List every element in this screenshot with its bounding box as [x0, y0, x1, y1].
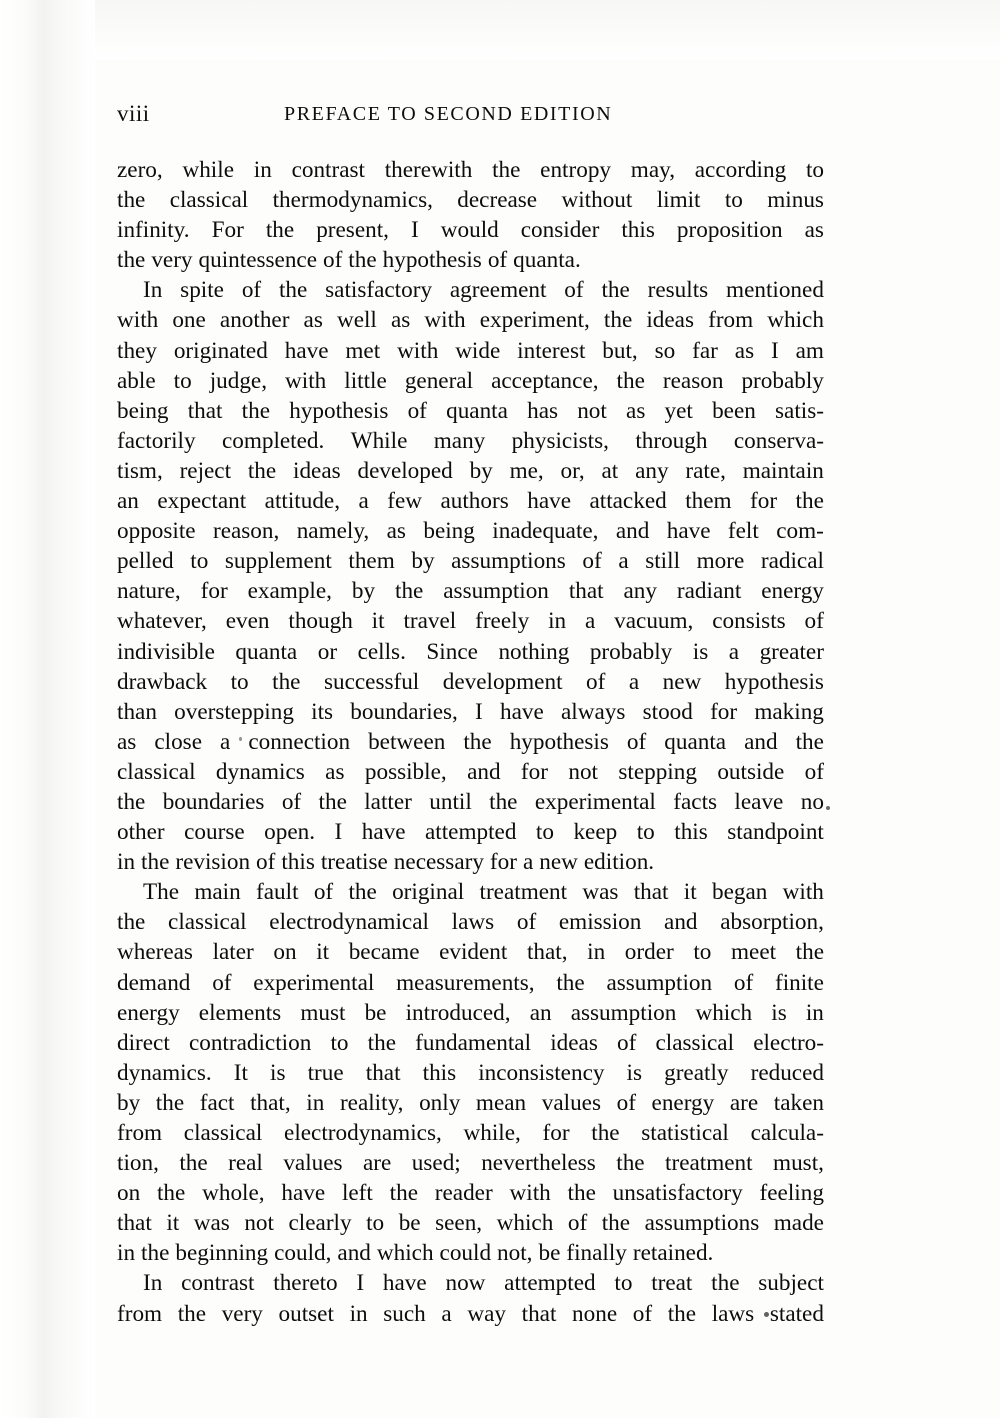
text-line: other course open. I have attempted to keep to this standpoint: [117, 819, 824, 846]
text-line: demand of experimental measurements, the assumption of finite: [117, 969, 824, 996]
text-line: the classical thermodynamics, decrease without limit to minus: [117, 187, 824, 214]
body-text: [117, 155, 827, 1329]
text-line: drawback to the successful development of a new hypothesis: [117, 668, 824, 695]
text-line: whereas later on it became evident that, in order to meet the: [117, 939, 824, 966]
text-line: as close a connection between the hypothesis of quanta and the: [117, 728, 824, 755]
text-line: with one another as well as with experiment, the ideas from which: [117, 307, 824, 334]
text-line: an expectant attitude, a few authors have attacked them for the: [117, 488, 824, 515]
text-line: able to judge, with little general acceptance, the reason probably: [117, 367, 824, 394]
running-head-title: PREFACE TO SECOND EDITION: [284, 103, 613, 125]
text-line: in the revision of this treatise necessary for a new edition.: [117, 849, 655, 876]
text-line: zero, while in contrast therewith the entropy may, according to: [117, 157, 824, 183]
text-line: from the very outset in such a way that none of the laws stated: [117, 1300, 824, 1327]
text-line: by the fact that, in reality, only mean values of energy are taken: [117, 1089, 824, 1116]
text-line: In spite of the satisfactory agreement of the results mentioned: [143, 277, 824, 304]
text-line: from classical electrodynamics, while, for the statistical calcula-: [117, 1120, 824, 1146]
text-line: The main fault of the original treatment was that it began with: [143, 879, 824, 906]
text-line: indivisible quanta or cells. Since nothing probably is a greater: [117, 638, 824, 665]
text-line: tion, the real values are used; nevertheless the treatment must,: [117, 1150, 824, 1177]
text-line: that it was not clearly to be seen, which of the assumptions made: [117, 1210, 824, 1237]
text-line: the classical electrodynamical laws of emission and absorption,: [117, 909, 824, 936]
text-line: infinity. For the present, I would consider this proposition as: [117, 217, 824, 244]
gutter-shading: [0, 0, 95, 1418]
paragraph: [117, 275, 827, 877]
text-line: factorily completed. While many physicists, through conserva-: [117, 427, 824, 454]
text-line: pelled to supplement them by assumptions of a still more radical: [117, 548, 824, 575]
top-edge-shading: [0, 0, 1000, 60]
text-line: they originated have met with wide interest but, so far as I am: [117, 337, 824, 364]
text-line: energy elements must be introduced, an assumption which is in: [117, 999, 824, 1026]
text-line: tism, reject the ideas developed by me, or, at any rate, maintain: [117, 457, 824, 484]
text-line: whatever, even though it travel freely in a vacuum, consists of: [117, 608, 824, 635]
text-line: nature, for example, by the assumption that any radiant energy: [117, 578, 824, 605]
text-line: classical dynamics as possible, and for not stepping outside of: [117, 758, 824, 785]
running-head: [117, 100, 824, 128]
paragraph: [117, 877, 827, 1268]
text-line: opposite reason, namely, as being inadequate, and have felt com-: [117, 518, 824, 545]
text-line: direct contradiction to the fundamental ideas of classical electro-: [117, 1029, 824, 1056]
text-line: the boundaries of the latter until the experimental facts leave no: [117, 788, 824, 815]
text-line: in the beginning could, and which could not, be finally retained.: [117, 1240, 714, 1267]
text-line: In contrast thereto I have now attempted to treat the subject: [143, 1270, 824, 1297]
page-number: viii: [117, 101, 150, 126]
text-line: than overstepping its boundaries, I have always stood for making: [117, 698, 824, 725]
text-line: dynamics. It is true that this inconsistency is greatly reduced: [117, 1059, 824, 1086]
text-line: being that the hypothesis of quanta has not as yet been satis-: [117, 397, 824, 424]
text-line: the very quintessence of the hypothesis of quanta.: [117, 247, 581, 274]
text-line: on the whole, have left the reader with the unsatisfactory feeling: [117, 1180, 824, 1207]
paragraph: [117, 155, 827, 275]
paragraph: [117, 1268, 827, 1328]
